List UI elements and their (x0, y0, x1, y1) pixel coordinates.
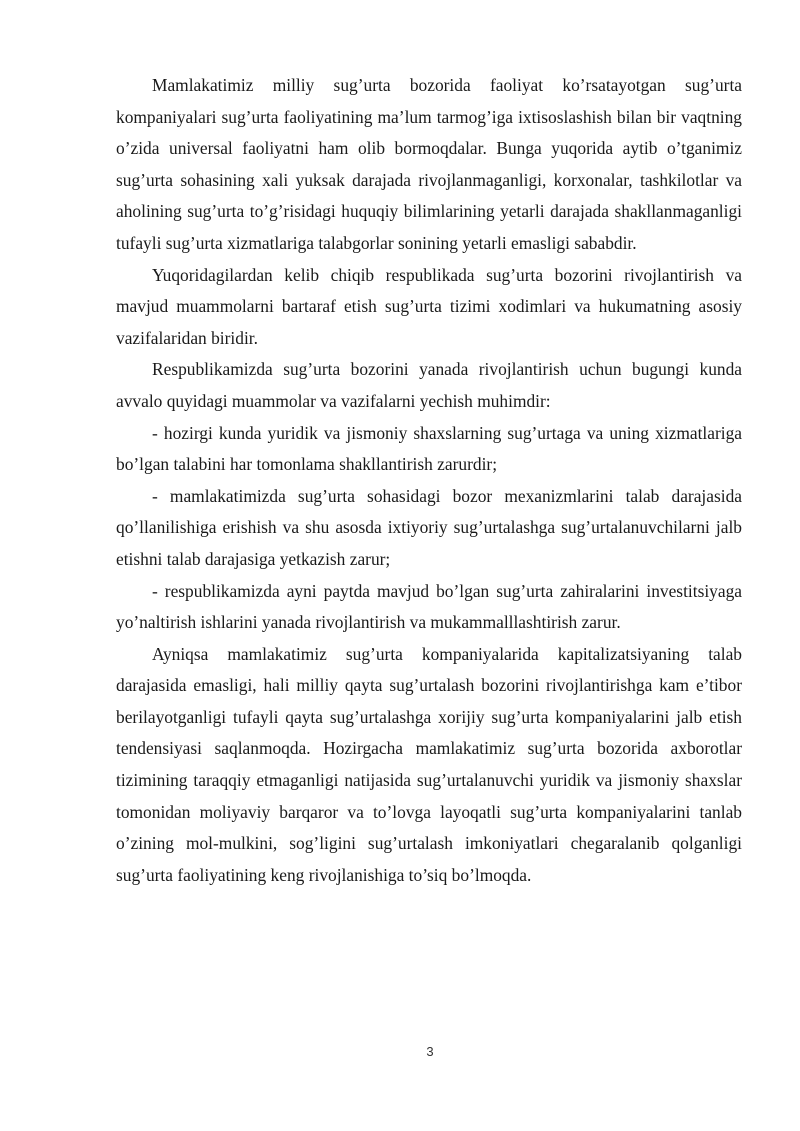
document-body (116, 70, 742, 891)
list-item: - mamlakatimizda sug’urta sohasidagi bozor mexanizmlarini talab darajasida qo’llanilishiga erishish va shu asosda ixtiyoriy sug’urtalashga sug’urtalanuvchilarni jalb etishni talab darajasiga yetkazish zarur; (116, 485, 742, 569)
list-item: - hozirgi kunda yuridik va jismoniy shaxslarning sug’urtaga va uning xizmatlariga bo’lgan talabini har tomonlama shakllantirish zarurdir; (116, 422, 742, 475)
paragraph: Mamlakatimiz milliy sug’urta bozorida faoliyat ko’rsatayotgan sug’urta kompaniyalari sug’urta faoliyatining ma’lum tarmog’iga ixtisoslashish bilan bir vaqtning o’zida universal faoliyatni ham olib bormoqdalar. Bunga yuqorida aytib o’tganimiz sug’urta sohasining xali yuksak darajada rivojlanmaganligi, korxonalar, tashkilotlar va aholining sug’urta to’g’risidagi huquqiy bilimlarining yetarli darajada shakllanmaganligi tufayli sug’urta xizmatlariga talabgorlar sonining yetarli emasligi sababdir. (116, 75, 742, 253)
paragraph: Respublikamizda sug’urta bozorini yanada rivojlantirish uchun bugungi kunda avvalo quyidagi muammolar va vazifalarni yechish muhimdir: (116, 359, 742, 411)
paragraph: Ayniqsa mamlakatimiz sug’urta kompaniyalarida kapitalizatsiyaning talab darajasida emasligi, hali milliy qayta sug’urtalash bozorini rivojlantirishga kam e’tibor berilayotganligi tufayli qayta sug’urtalashga xorijiy sug’urta kompaniyalarini jalb etish tendensiyasi saqlanmoqda. Hozirgacha mamlakatimiz sug’urta bozorida axborotlar tizimining taraqqiy etmaganligi natijasida sug’urtalanuvchi yuridik va jismoniy shaxslar tomonidan moliyaviy barqaror va to’lovga layoqatli sug’urta kompaniyalarini tanlab o’zining mol-mulkini, sog’ligini sug’urtalash imkoniyatlari chegaralanib qolganligi sug’urta faoliyatining keng rivojlanishiga to’siq bo’lmoqda. (116, 643, 742, 885)
paragraph: Yuqoridagilardan kelib chiqib respublikada sug’urta bozorini rivojlantirish va mavjud muammolarni bartaraf etish sug’urta tizimi xodimlari va hukumatning asosiy vazifalaridan biridir. (116, 264, 742, 348)
page-number: 3 (426, 1044, 434, 1059)
list-item: - respublikamizda ayni paytda mavjud bo’lgan sug’urta zahiralarini investitsiyaga yo’naltirish ishlarini yanada rivojlantirish va mukammalllashtirish zarur. (116, 580, 742, 633)
